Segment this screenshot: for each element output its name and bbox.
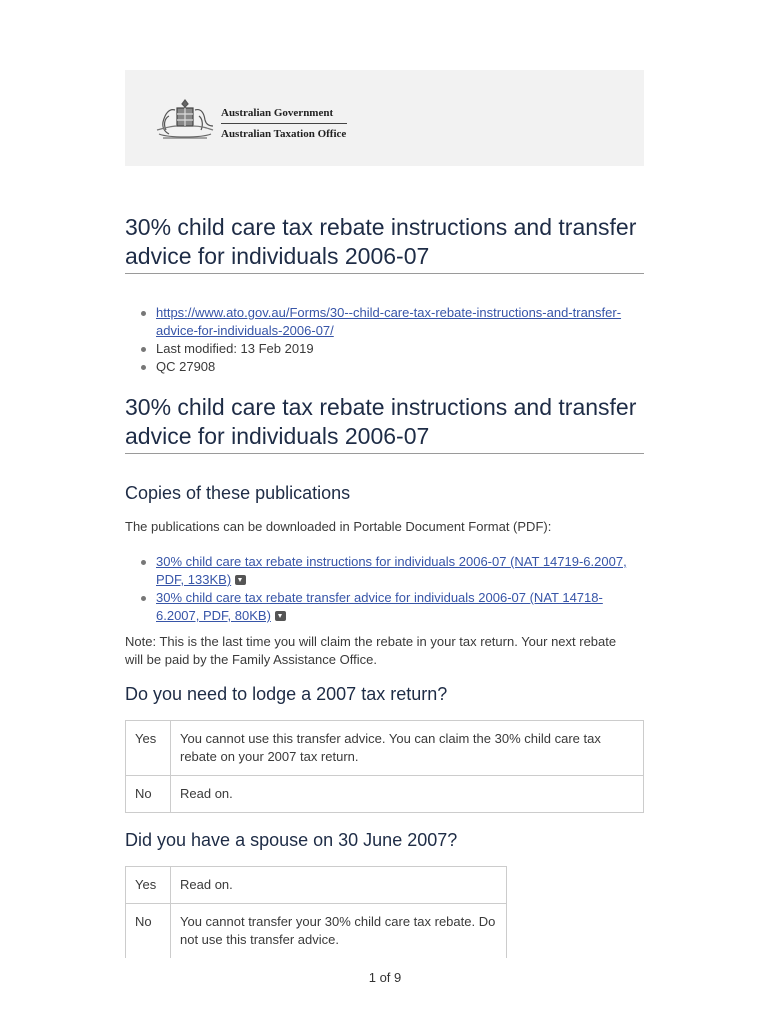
table-row [126, 776, 644, 813]
pdf-intro-text: The publications can be downloaded in Portable Document Format (PDF): [125, 519, 552, 534]
note-text: Note: This is the last time you will claim the rebate in your tax return. Your next rebate will be paid by the Family Assistance Office. [125, 634, 617, 667]
download-icon[interactable] [275, 611, 286, 621]
table-row [126, 904, 507, 959]
result-cell: Read on. [171, 867, 507, 904]
page-url-link[interactable]: https://www.ato.gov.au/Forms/30--child-care-tax-rebate-instructions-and-transfer-advice-for-individuals-2006-07/ [156, 305, 622, 338]
result-cell: Read on. [171, 776, 644, 813]
transfer-advice-pdf-link[interactable]: 30% child care tax rebate transfer advice for individuals 2006-07 (NAT 14718-6.2007, PDF, 80KB) [156, 590, 603, 623]
spouse-answer-table [125, 866, 507, 958]
section-title: 30% child care tax rebate instructions and transfer advice for individuals 2006-07 [125, 393, 644, 454]
last-modified: Last modified: 13 Feb 2019 [125, 340, 644, 358]
page-number: 1 of 9 [368, 970, 402, 985]
instructions-pdf-link[interactable]: 30% child care tax rebate instructions for individuals 2006-07 (NAT 14719-6.2007, PDF, 133KB) [156, 554, 627, 587]
publication-list [125, 553, 644, 625]
copies-heading: Copies of these publications [125, 483, 351, 503]
answer-cell: Yes [126, 721, 171, 776]
spouse-question-heading: Did you have a spouse on 30 June 2007? [125, 830, 458, 850]
government-name: Australian Government [221, 108, 347, 124]
table-row [126, 867, 507, 904]
download-icon[interactable] [235, 575, 246, 585]
lodge-question-heading: Do you need to lodge a 2007 tax return? [125, 684, 448, 704]
list-item [125, 553, 644, 589]
qc-number: QC 27908 [125, 358, 644, 376]
lodge-answer-table [125, 720, 644, 813]
answer-cell: No [126, 904, 171, 959]
list-item [125, 304, 644, 340]
result-cell: You cannot use this transfer advice. You can claim the 30% child care tax rebate on your 2007 tax return. [171, 721, 644, 776]
header-banner [125, 70, 644, 166]
coat-of-arms-icon [153, 96, 217, 142]
answer-cell: Yes [126, 867, 171, 904]
answer-cell: No [126, 776, 171, 813]
table-row [126, 721, 644, 776]
page-meta-list [125, 304, 644, 376]
agency-name: Australian Taxation Office [221, 128, 347, 140]
list-item [125, 589, 644, 625]
page-title: 30% child care tax rebate instructions and transfer advice for individuals 2006-07 [125, 213, 644, 274]
result-cell: You cannot transfer your 30% child care tax rebate. Do not use this transfer advice. [171, 904, 507, 959]
